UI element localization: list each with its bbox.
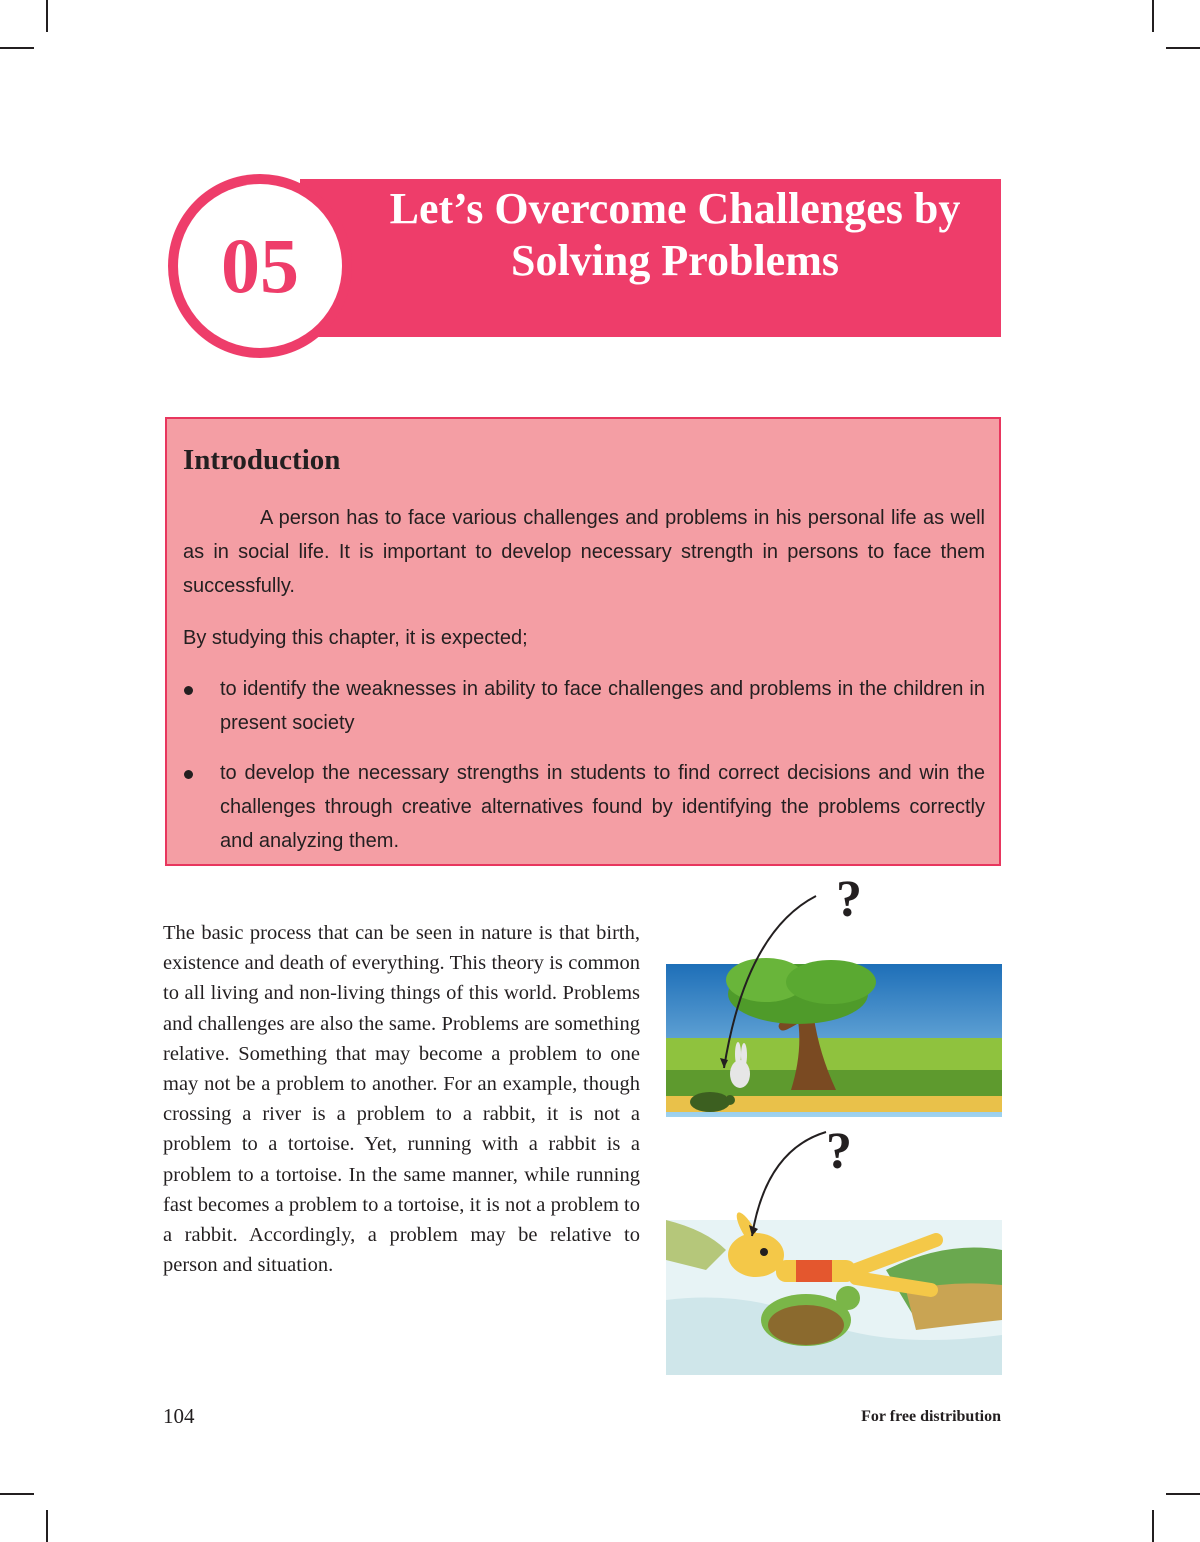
page-number: 104 — [163, 1404, 195, 1428]
chapter-title: Let’s Overcome Challenges by Solving Problems — [389, 184, 961, 285]
crop-mark — [0, 47, 34, 49]
crop-mark — [1166, 47, 1200, 49]
footer-note: For free distribution — [861, 1408, 1001, 1425]
crop-mark — [46, 0, 48, 32]
crop-mark — [1152, 1510, 1154, 1542]
bullet-point — [184, 770, 193, 779]
introduction-heading: Introduction — [183, 444, 341, 476]
objective-item: to develop the necessary strengths in students to find correct decisions and win the challenges through creative alternatives found by identifying the problems correctly and analyzing them. — [220, 762, 985, 852]
expectation-lead: By studying this chapter, it is expected; — [183, 627, 528, 649]
illustration-question-mark: ? — [826, 1123, 852, 1180]
rabbit-tortoise-race-illustration — [666, 872, 1002, 1117]
rabbit-on-tortoise-river-illustration — [666, 1120, 1002, 1375]
illustration-question-mark: ? — [836, 872, 862, 928]
chapter-number: 05 — [221, 222, 299, 309]
crop-mark — [46, 1510, 48, 1542]
body-paragraph: The basic process that can be seen in nature is that birth, existence and death of everything. This theory is common to all living and non-living things of this world. Problems and challenges are also the same. Problems are something relative. Something that may become a problem to one may not be a problem to another. For an example, though crossing a river is a problem to a rabbit, it is not a problem to a tortoise. Yet, running with a rabbit is a problem to a tortoise. In the same manner, while running fast becomes a problem to a tortoise, it is not a problem to a rabbit. Accordingly, a problem may be relative to person and situation. — [163, 922, 640, 1277]
introduction-paragraph: A person has to face various challenges and problems in his personal life as well as in social life. It is important to develop necessary strength in persons to face them successfully. — [183, 507, 985, 597]
crop-mark — [1166, 1493, 1200, 1495]
bullet-point — [184, 686, 193, 695]
objective-item: to identify the weaknesses in ability to face challenges and problems in the children in present society — [220, 678, 985, 734]
crop-mark — [0, 1493, 34, 1495]
crop-mark — [1152, 0, 1154, 32]
